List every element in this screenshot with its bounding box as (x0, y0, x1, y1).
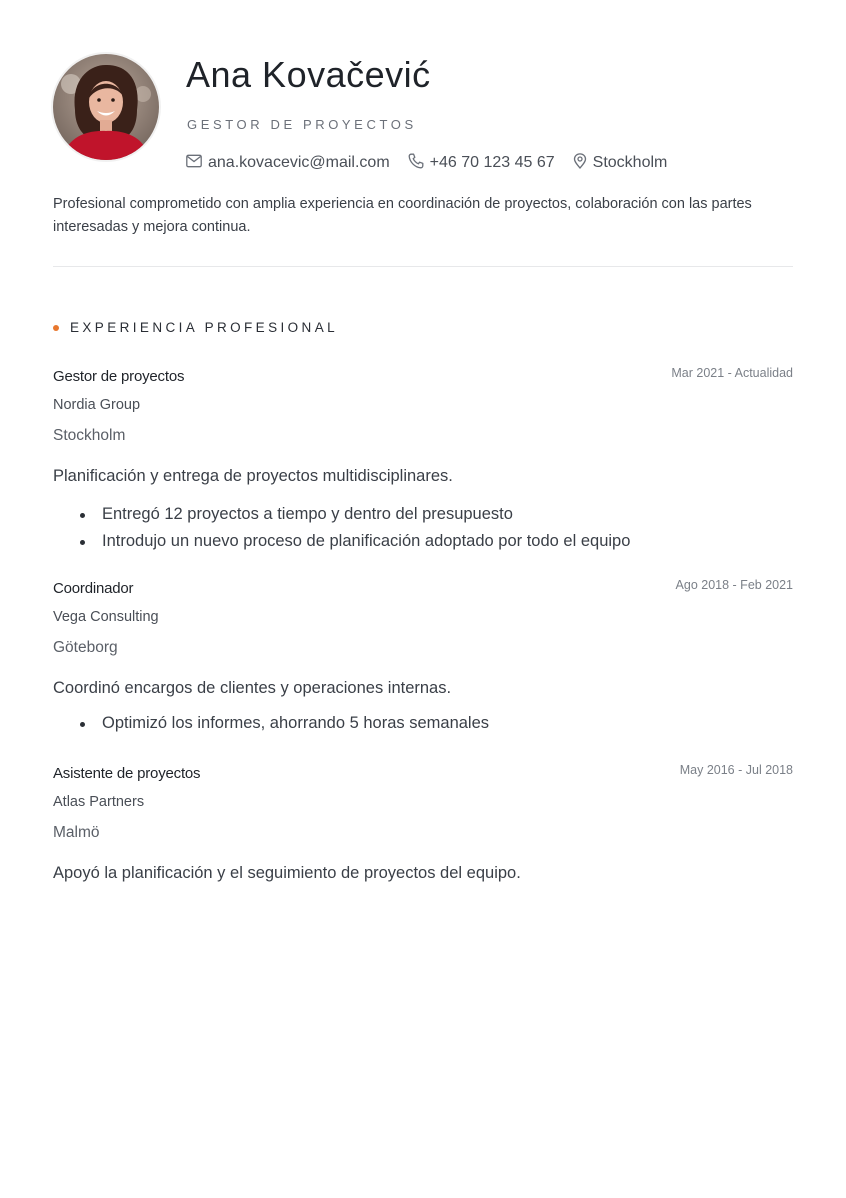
job-dates: Mar 2021 - Actualidad (671, 366, 793, 380)
job-location: Malmö (53, 824, 100, 841)
location-text: Stockholm (592, 154, 668, 171)
location-pin-icon (573, 153, 593, 174)
phone-icon (408, 153, 430, 174)
job-company: Nordia Group (53, 397, 141, 413)
job-description: Planificación y entrega de proyectos multidisciplinares. (53, 467, 453, 485)
job-location: Stockholm (53, 427, 126, 444)
job-title: Gestor de proyectos (53, 368, 185, 385)
achievement-list (79, 710, 489, 737)
job-description: Apoyó la planificación y el seguimiento de proyectos del equipo. (53, 864, 521, 882)
job-dates: May 2016 - Jul 2018 (679, 763, 793, 777)
location-contact (573, 153, 668, 174)
achievement-list (79, 501, 630, 555)
job-dates: Ago 2018 - Feb 2021 (675, 578, 793, 592)
job-title: Asistente de proyectos (53, 765, 201, 782)
achievement-item: Introdujo un nuevo proceso de planificación adoptado por todo el equipo (79, 528, 630, 555)
achievement-item: Optimizó los informes, ahorrando 5 horas semanales (79, 710, 489, 737)
job-location: Göteborg (53, 639, 118, 656)
phone-text: +46 70 123 45 67 (429, 154, 555, 171)
job-title: Coordinador (53, 580, 134, 597)
contact-row (186, 152, 685, 174)
candidate-role: GESTOR DE PROYECTOS (187, 117, 417, 132)
achievement-item: Entregó 12 proyectos a tiempo y dentro del presupuesto (79, 501, 630, 528)
section-dot-icon (53, 325, 59, 331)
job-company: Atlas Partners (53, 794, 145, 810)
job-company: Vega Consulting (53, 609, 159, 625)
email-text: ana.kovacevic@mail.com (208, 154, 390, 171)
mail-icon (186, 154, 208, 173)
job-description: Coordinó encargos de clientes y operaciones internas. (53, 679, 452, 697)
phone-contact[interactable] (408, 153, 555, 174)
candidate-name: Ana Kovačević (186, 54, 431, 95)
experience-section-title (53, 320, 338, 335)
email-contact[interactable] (186, 154, 390, 173)
experience-heading: EXPERIENCIA PROFESIONAL (70, 320, 339, 335)
profile-summary: Profesional comprometido con amplia experiencia en coordinación de proyectos, colaboración con las partes interesadas y mejora continua. (53, 196, 752, 235)
header-divider (53, 266, 793, 267)
avatar (53, 54, 159, 160)
